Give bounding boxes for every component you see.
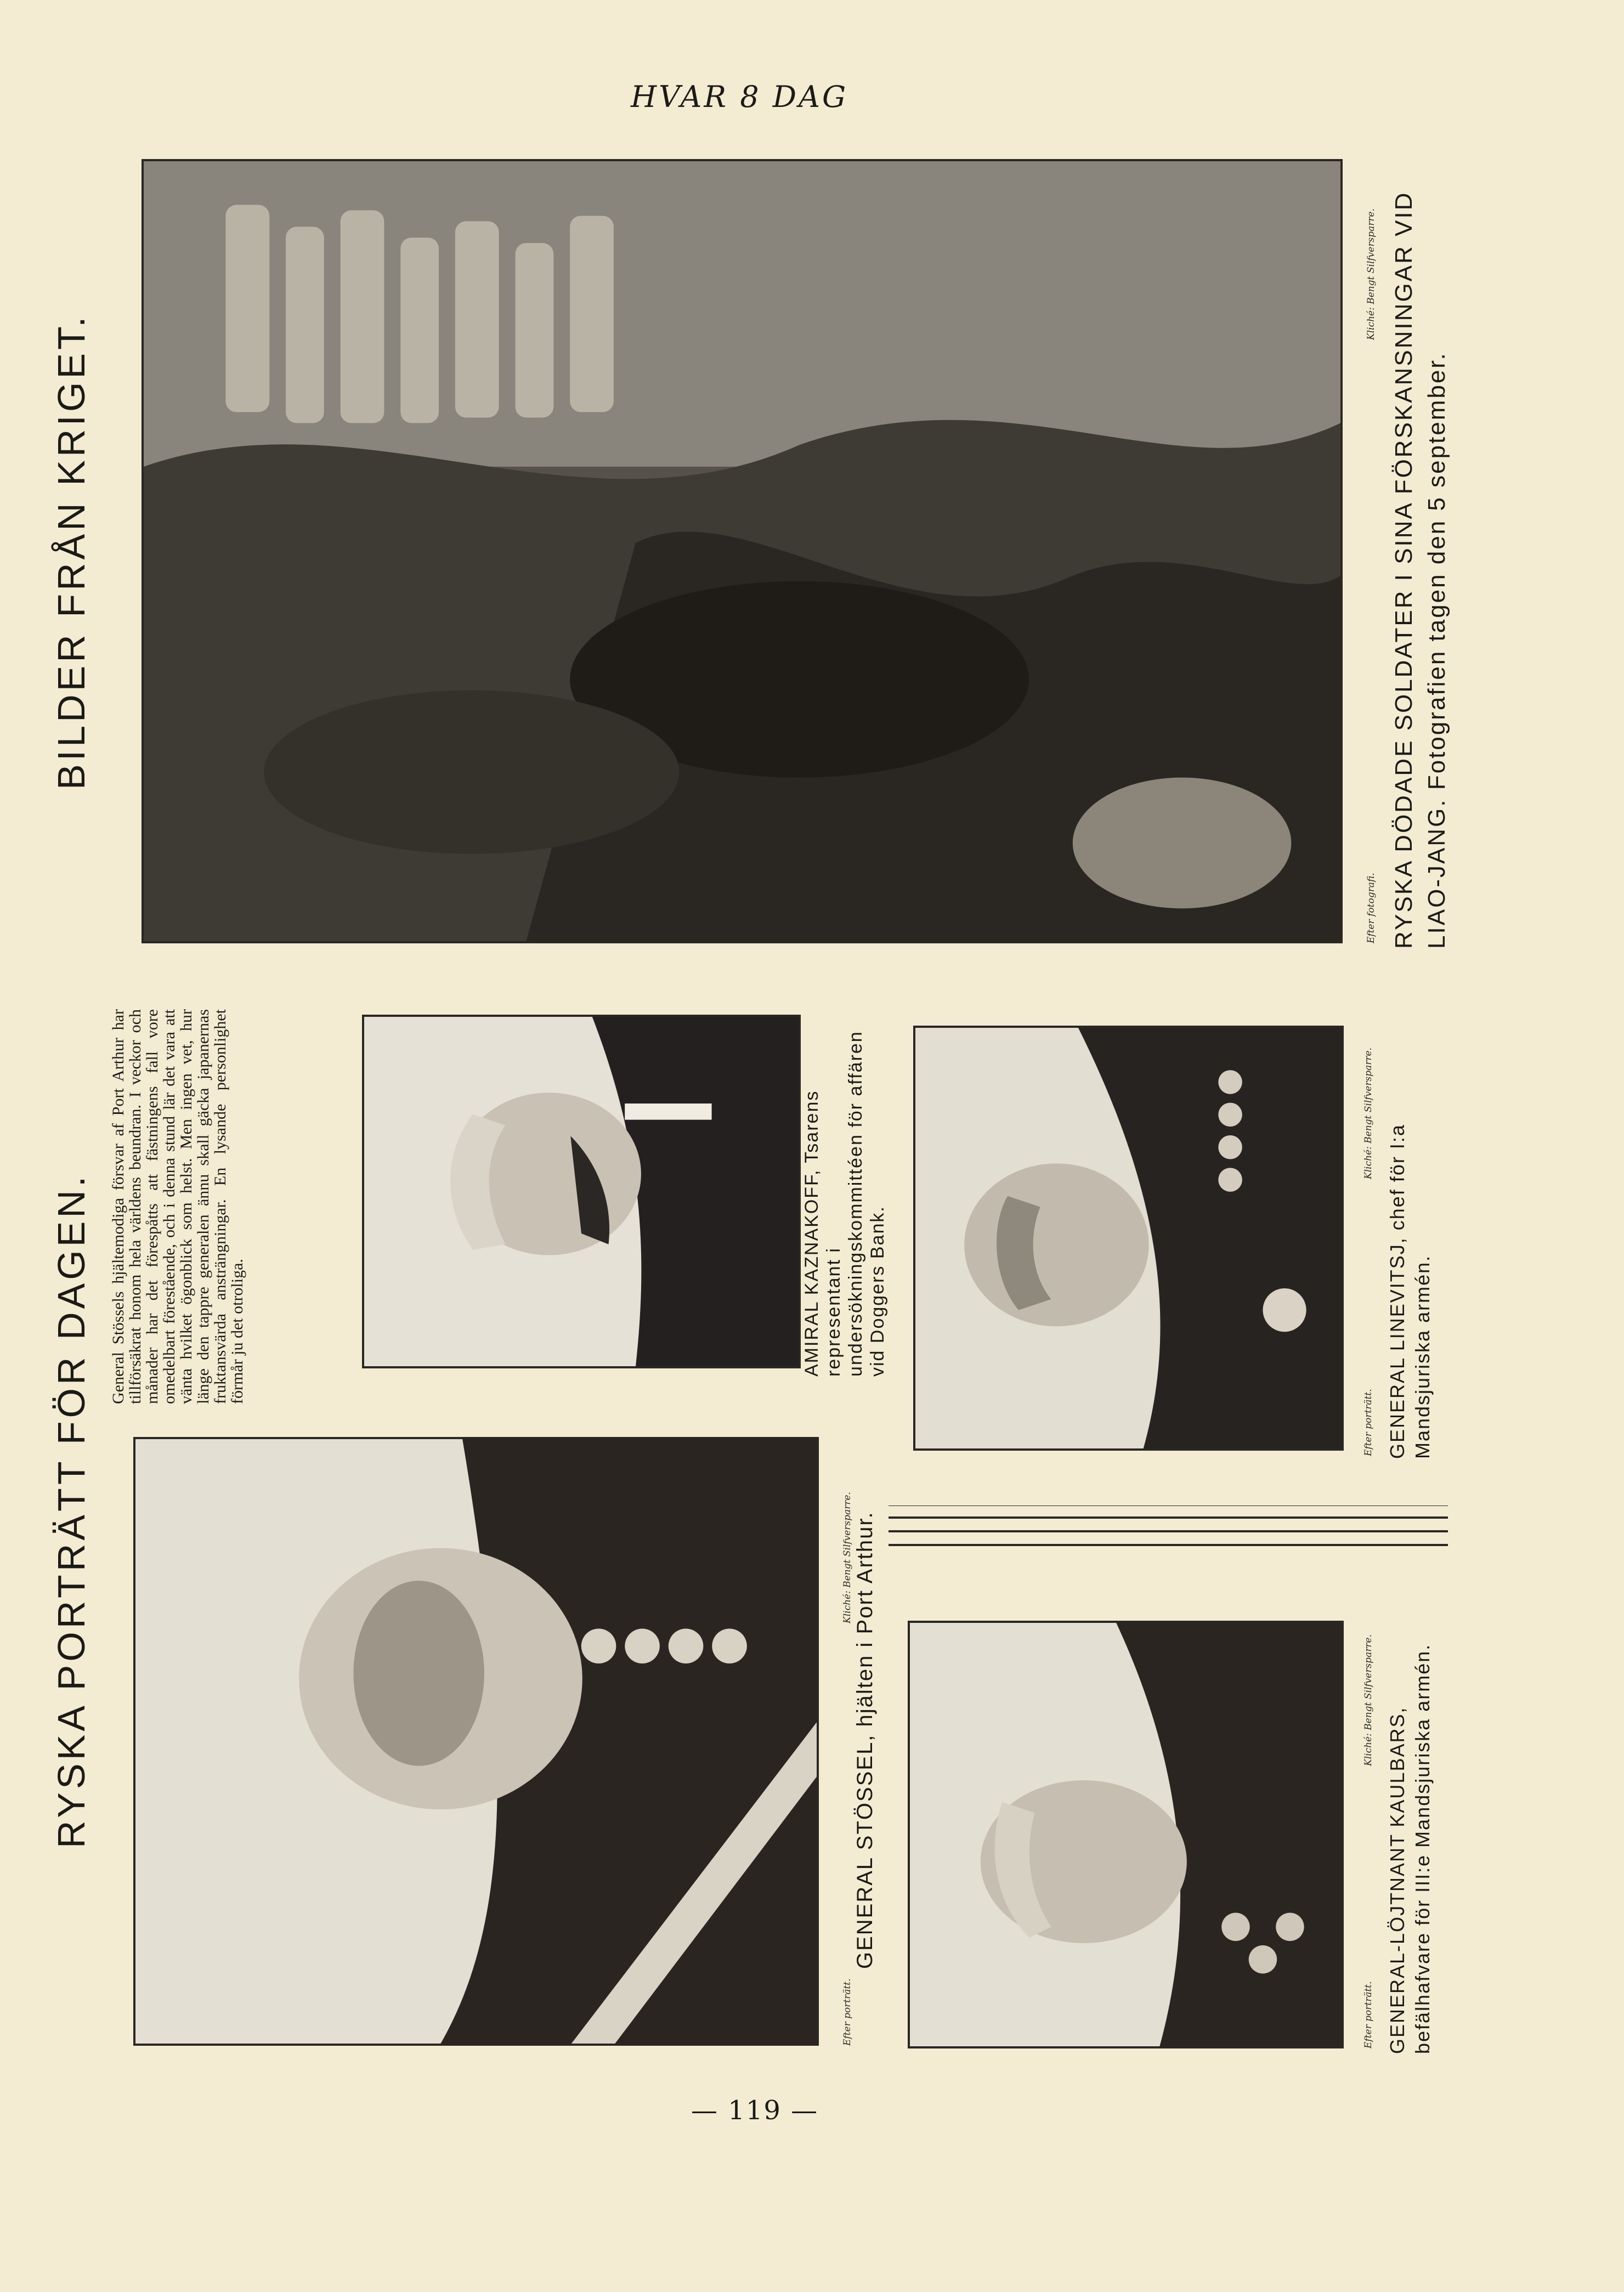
linevitsj-credit-left: Efter porträtt. (1363, 1389, 1374, 1456)
section-title-war: BILDER FRÅN KRIGET. (50, 313, 93, 790)
running-head: HVAR 8 DAG (631, 80, 848, 114)
portrait-linevitsj-image (915, 1028, 1342, 1448)
stossel-credit-right: Kliché: Bengt Silfversparre. (842, 1492, 853, 1623)
portrait-linevitsj (913, 1026, 1344, 1451)
portrait-stossel-image (135, 1439, 817, 2044)
portrait-stossel (133, 1437, 819, 2046)
war-photo (142, 159, 1343, 943)
war-photo-caption: RYSKA DÖDADE SOLDATER I SINA FÖRSKANSNINGAR VID LIAO-JANG. Fotografien tagen den 5 september. (1390, 191, 1450, 949)
portrait-kaulbars (908, 1621, 1344, 2048)
article-body: General Stössels hjältemodiga försvar af Port Arthur har tillförsäkrat honom hela världens beundran. I veckor och månader har det förespåtts att fästningens fall vore omedelbart förestående, och i denna stund lär det vara att vänta hvilket ögonblick som helst. Men ingen vet, hur länge den tappre generalen ännu skall gäcka japanernas fruktansvärda ansträngningar. En lysande personlighet förmår ju det otroliga. (109, 1009, 246, 1404)
war-photo-credit-left: Efter fotografi. (1366, 873, 1377, 943)
section-title-portraits: RYSKA PORTRÄTT FÖR DAGEN. (50, 1173, 93, 1848)
linevitsj-credit-right: Kliché: Bengt Silfversparre. (1363, 1048, 1374, 1179)
kaznakoff-caption: AMIRAL KAZNAKOFF, Tsarens representant i undersökningskommittéen för affären vid Doggers Bank. (801, 1031, 888, 1377)
linevitsj-caption: GENERAL LINEVITSJ, chef för I:a Mandsjuriska armén. (1386, 1124, 1434, 1459)
page-number: — 119 — (691, 2095, 819, 2126)
kaulbars-credit-right: Kliché: Bengt Silfversparre. (1363, 1634, 1374, 1766)
portrait-kaznakoff-image (364, 1017, 799, 1366)
stossel-caption: GENERAL STÖSSEL, hjälten i Port Arthur. (853, 1511, 877, 1969)
war-photo-credit-right: Kliché: Bengt Silfversparre. (1366, 208, 1377, 340)
portrait-kaznakoff (362, 1015, 801, 1368)
war-photo-image (144, 161, 1340, 941)
kaulbars-credit-left: Efter porträtt. (1363, 1981, 1374, 2048)
kaulbars-caption: GENERAL-LÖJTNANT KAULBARS, befälhafvare för III:e Mandsjuriska armén. (1386, 1643, 1434, 2054)
portrait-kaulbars-image (910, 1623, 1342, 2046)
stossel-credit-left: Efter porträtt. (842, 1978, 853, 2046)
